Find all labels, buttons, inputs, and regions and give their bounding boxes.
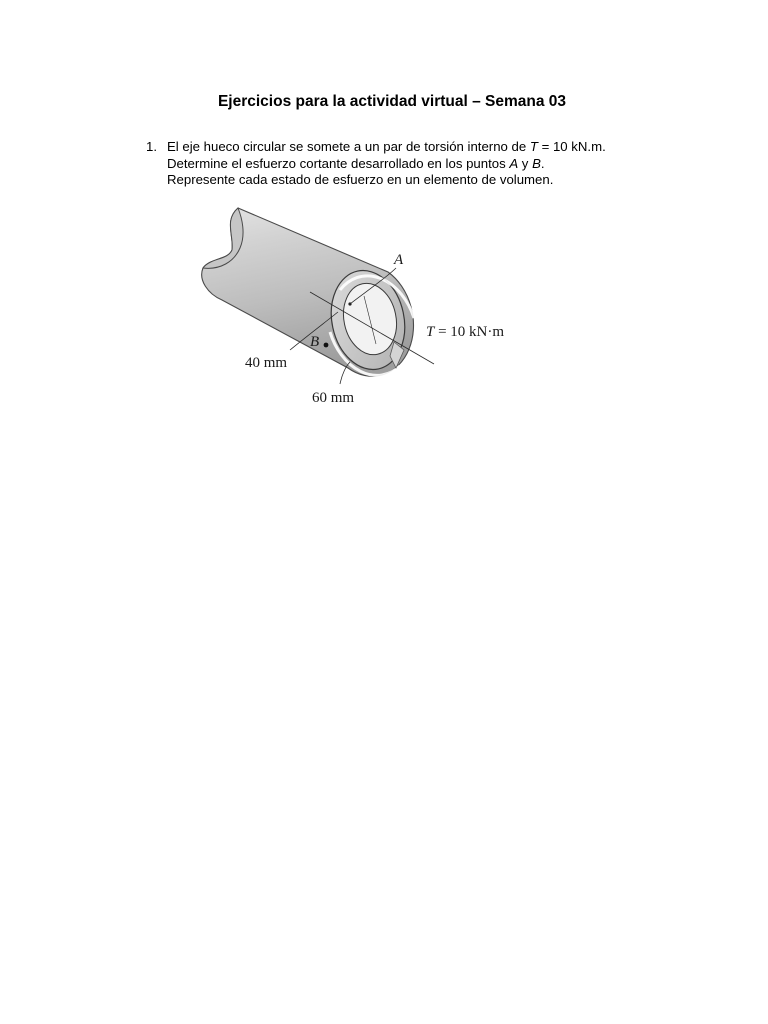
problem-number: 1. — [146, 139, 157, 154]
dim-outer-label: 60 mm — [312, 390, 355, 406]
line1-text-b: = 10 kN.m. — [537, 139, 606, 154]
problem-line-1 — [167, 139, 606, 156]
torque-label — [426, 324, 504, 340]
label-point-a: A — [394, 252, 404, 268]
line2-text-y: y — [518, 155, 533, 171]
dim-inner-label: 40 mm — [245, 355, 288, 371]
label-point-b: B — [310, 334, 320, 350]
line2-text-end: . — [540, 155, 545, 171]
torque-value: = 10 kN·m — [434, 324, 505, 340]
point-b-marker — [324, 343, 329, 348]
line1-text-a: El eje hueco circular se somete a un par de torsión interno de — [167, 139, 530, 154]
hollow-shaft-figure — [190, 200, 540, 412]
problem-line-3: Represente cada estado de esfuerzo en un elemento de volumen. — [167, 172, 554, 187]
line2-point-a: A — [509, 155, 519, 171]
line2-text-a: Determine el esfuerzo cortante desarrollado en los puntos — [167, 155, 510, 171]
page-title: Ejercicios para la actividad virtual – Semana 03 — [217, 93, 567, 110]
line2-point-b: B — [532, 155, 541, 171]
line1-torque-symbol: T — [529, 139, 538, 154]
torque-symbol: T — [426, 324, 435, 340]
problem-line-2 — [167, 156, 606, 173]
problem-statement — [167, 139, 606, 189]
hollow-shaft-diagram — [190, 200, 540, 412]
